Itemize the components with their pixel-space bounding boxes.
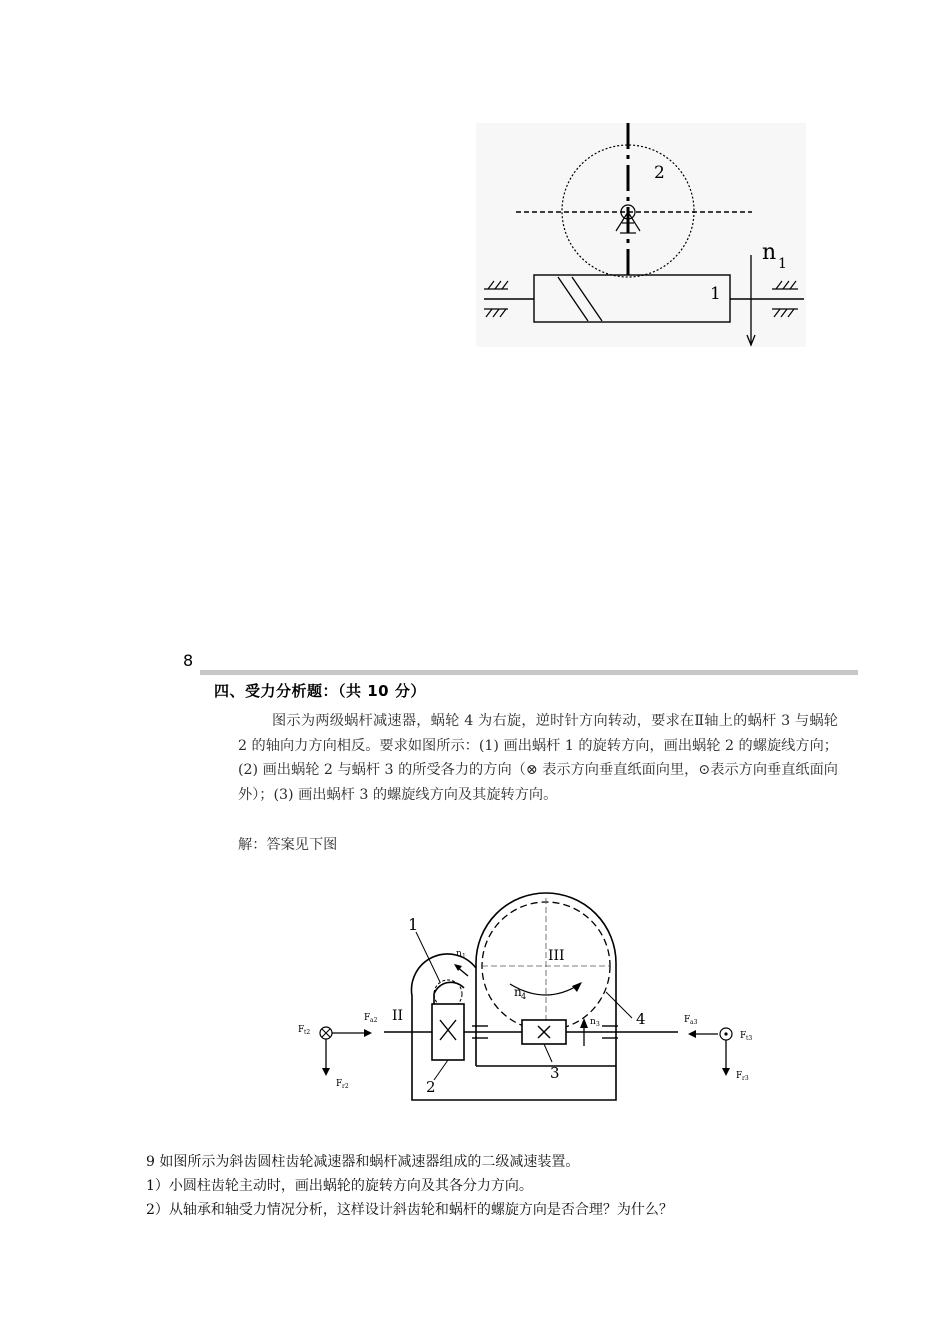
label-fr2: F bbox=[336, 1079, 343, 1089]
label-ft2-sub: t2 bbox=[304, 1029, 311, 1036]
label-fa3: F bbox=[684, 1015, 691, 1025]
label-fa2: F bbox=[364, 1013, 371, 1023]
label-shaft-II: II bbox=[392, 1008, 404, 1024]
reducer-drawing bbox=[288, 868, 772, 1108]
leader-3 bbox=[544, 1044, 552, 1062]
label-n1-sub: 1 bbox=[462, 953, 466, 960]
worm-thread-line bbox=[558, 277, 588, 321]
force-system-left bbox=[320, 1027, 372, 1076]
label-worm-3: 3 bbox=[550, 1064, 560, 1082]
gear-2-label: 2 bbox=[654, 163, 665, 183]
label-n1: n bbox=[456, 949, 462, 959]
wheel-2 bbox=[432, 1004, 464, 1060]
fr3-arrowhead bbox=[722, 1068, 730, 1076]
worm-1-label: 1 bbox=[710, 284, 721, 304]
worm-thread-line bbox=[572, 277, 602, 321]
force-system-right bbox=[688, 1028, 732, 1076]
solution-text: 解：答案见下图 bbox=[238, 837, 338, 853]
label-ft3: F bbox=[740, 1031, 747, 1041]
figure-worm-gear-top bbox=[476, 123, 806, 347]
label-worm-1: 1 bbox=[408, 915, 419, 934]
fr2-arrowhead bbox=[322, 1068, 330, 1076]
fa3-arrowhead bbox=[688, 1030, 696, 1038]
question-9-part-2: 2）从轴承和轴受力情况分析，这样设计斜齿轮和蜗杆的螺旋方向是否合理？为什么？ bbox=[146, 1202, 673, 1218]
label-n3: n bbox=[590, 1017, 596, 1027]
section-divider bbox=[200, 670, 858, 675]
n1-label: n bbox=[762, 240, 777, 265]
label-n4-sub: 4 bbox=[521, 992, 527, 1001]
leader-4 bbox=[606, 992, 632, 1018]
label-fr3: F bbox=[736, 1071, 743, 1081]
leader-2 bbox=[434, 1060, 448, 1080]
label-wheel-2: 2 bbox=[426, 1078, 436, 1096]
n1-subscript: 1 bbox=[778, 256, 787, 272]
label-n3-sub: 3 bbox=[596, 1021, 600, 1028]
label-fr3-sub: r3 bbox=[742, 1075, 749, 1082]
question-9-part-1: 1）小圆柱齿轮主动时，画出蜗轮的旋转方向及其各分力方向。 bbox=[146, 1178, 533, 1194]
fa2-arrowhead bbox=[364, 1029, 372, 1037]
worm-1-body bbox=[534, 275, 730, 322]
label-fr2-sub: r2 bbox=[342, 1083, 349, 1090]
n4-arrowhead bbox=[572, 982, 582, 992]
question-number: 8 bbox=[183, 651, 194, 670]
figure-two-stage-worm-reducer bbox=[288, 868, 772, 1108]
label-ft3-sub: t3 bbox=[746, 1035, 753, 1042]
question-9-title: 9 如图所示为斜齿圆柱齿轮减速器和蜗杆减速器组成的二级减速装置。 bbox=[146, 1154, 580, 1170]
label-shaft-III: III bbox=[548, 948, 565, 964]
figure-worm-gear-drawing bbox=[476, 123, 806, 347]
leader-1 bbox=[416, 932, 440, 982]
problem-text: 图示为两级蜗杆减速器，蜗轮 4 为右旋，逆时针方向转动，要求在Ⅱ轴上的蜗杆 3 与蜗轮 2 的轴向力方向相反。要求如图所示：(1) 画出蜗杆 1 的旋转方向，画出蜗轮 2 的螺旋线方向；(2) 画出蜗轮 2 与蜗杆 3 的所受各力的方向（⊗ 表示方向垂直纸面向里，⊙表示方向垂直纸面向外）；(3) 画出蜗杆 3 的螺旋线方向及其旋转方向。 bbox=[238, 713, 838, 803]
n3-arrowhead bbox=[580, 1018, 588, 1028]
label-ft2: F bbox=[298, 1025, 305, 1035]
label-wheel-4: 4 bbox=[636, 1010, 646, 1028]
section-title: 四、受力分析题：（共 10 分） bbox=[214, 682, 426, 700]
label-fa2-sub: a2 bbox=[370, 1017, 378, 1024]
label-fa3-sub: a3 bbox=[690, 1019, 698, 1026]
label-n4: n bbox=[514, 985, 522, 999]
